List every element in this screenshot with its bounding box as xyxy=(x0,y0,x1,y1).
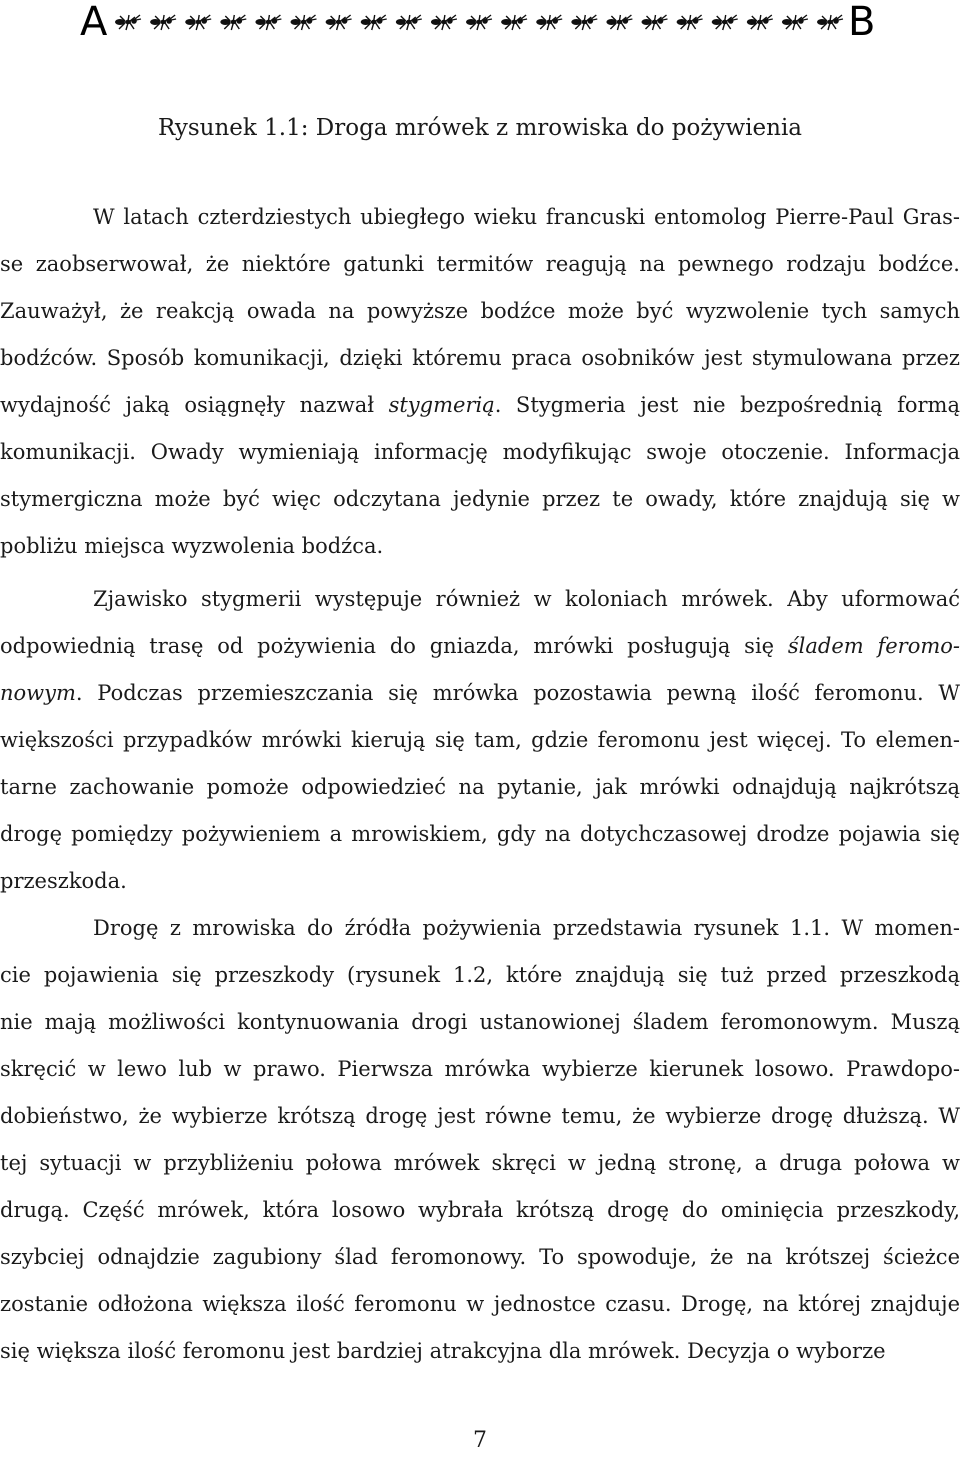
ant-icon xyxy=(677,15,703,30)
ant-icon xyxy=(220,15,246,30)
ant-icon xyxy=(185,15,211,30)
text-line: przeszkoda. xyxy=(0,869,127,893)
text-line: Drogę z mrowiska do źródła pożywienia przedstawia rysunek 1.1. W momen- xyxy=(93,916,960,940)
ant-icon xyxy=(255,15,281,30)
text-segment: wydajność jaką osiągnęły nazwał xyxy=(0,393,389,417)
ant-icon xyxy=(361,15,387,30)
ant-icon xyxy=(712,15,738,30)
ant-icon xyxy=(396,15,422,30)
text-line: drogę pomiędzy pożywieniem a mrowiskiem, gdy na dotychczasowej drodze pojawia się xyxy=(0,822,960,846)
ant-icon xyxy=(150,15,176,30)
text-line xyxy=(0,389,960,421)
text-line: szybciej odnajdzie zagubiony ślad feromonowy. To spowoduje, że na krótszej ścieżce xyxy=(0,1245,960,1269)
text-line xyxy=(0,630,960,662)
text-line: drugą. Część mrówek, która losowo wybrała krótszą drogę do ominięcia przeszkody, xyxy=(0,1198,960,1222)
text-line: se zaobserwował, że niektóre gatunki termitów reagują na pewnego rodzaju bodźce. xyxy=(0,252,960,276)
ant-path-figure xyxy=(0,0,960,50)
emphasized-term: stygmerią xyxy=(388,393,495,417)
text-segment: . Podczas przemieszczania się mrówka pozostawia pewną ilość feromonu. W xyxy=(75,681,960,705)
ant-icon xyxy=(501,15,527,30)
text-line: tej sytuacji w przybliżeniu połowa mrówek skręci w jedną stronę, a druga połowa w xyxy=(0,1151,960,1175)
text-line: dobieństwo, że wybierze krótszą drogę jest równe temu, że wybierze drogę dłuższą. W xyxy=(0,1104,960,1128)
text-line: pobliżu miejsca wyzwolenia bodźca. xyxy=(0,534,384,558)
text-line: stymergiczna może być więc odczytana jedynie przez te owady, które znajdują się w xyxy=(0,487,960,511)
text-segment: . Stygmeria jest nie bezpośrednią formą xyxy=(494,393,960,417)
point-a-label: A xyxy=(80,0,108,45)
point-b-label: B xyxy=(848,0,876,45)
ant-icon xyxy=(326,15,352,30)
ant-icon xyxy=(642,15,668,30)
ant-icon xyxy=(606,15,632,30)
ant-icon xyxy=(782,15,808,30)
ant-row xyxy=(0,0,960,50)
text-line xyxy=(0,677,960,709)
text-line: bodźców. Sposób komunikacji, dzięki któremu praca osobników jest stymulowana przez xyxy=(0,346,960,370)
text-line: nie mają możliwości kontynuowania drogi ustanowionej śladem feromonowym. Muszą xyxy=(0,1010,960,1034)
text-line: skręcić w lewo lub w prawo. Pierwsza mrówka wybierze kierunek losowo. Prawdopo- xyxy=(0,1057,960,1081)
emphasized-term: śladem feromo- xyxy=(787,634,960,658)
text-line: Zauważył, że reakcją owada na powyższe bodźce może być wyzwolenie tych samych xyxy=(0,299,960,323)
text-line: Zjawisko stygmerii występuje również w koloniach mrówek. Aby uformować xyxy=(93,587,960,611)
text-line: tarne zachowanie pomoże odpowiedzieć na pytanie, jak mrówki odnajdują najkrótszą xyxy=(0,775,960,799)
text-line: większości przypadków mrówki kierują się tam, gdzie feromonu jest więcej. To elemen- xyxy=(0,728,960,752)
text-line: się większa ilość feromonu jest bardziej atrakcyjna dla mrówek. Decyzja o wyborze xyxy=(0,1339,886,1363)
text-line: cie pojawienia się przeszkody (rysunek 1.2, które znajdują się tuż przed przeszkodą xyxy=(0,963,960,987)
text-line: komunikacji. Owady wymieniają informację modyfikując swoje otoczenie. Informacja xyxy=(0,440,960,464)
ant-icon xyxy=(291,15,317,30)
ant-icon xyxy=(747,15,773,30)
text-line: W latach czterdziestych ubiegłego wieku francuski entomolog Pierre-Paul Gras- xyxy=(93,205,960,229)
ant-icon xyxy=(115,15,141,30)
text-segment: odpowiednią trasę od pożywienia do gniazda, mrówki posługują się xyxy=(0,634,788,658)
ant-icon xyxy=(466,15,492,30)
ant-icon xyxy=(817,15,843,30)
ant-icon xyxy=(571,15,597,30)
text-line: zostanie odłożona większa ilość feromonu w jednostce czasu. Drogę, na której znajduje xyxy=(0,1292,960,1316)
page-number: 7 xyxy=(473,1428,487,1453)
ant-icon xyxy=(536,15,562,30)
figure-caption: Rysunek 1.1: Droga mrówek z mrowiska do pożywienia xyxy=(157,115,803,141)
emphasized-term: nowym xyxy=(0,681,76,705)
ant-icon xyxy=(431,15,457,30)
